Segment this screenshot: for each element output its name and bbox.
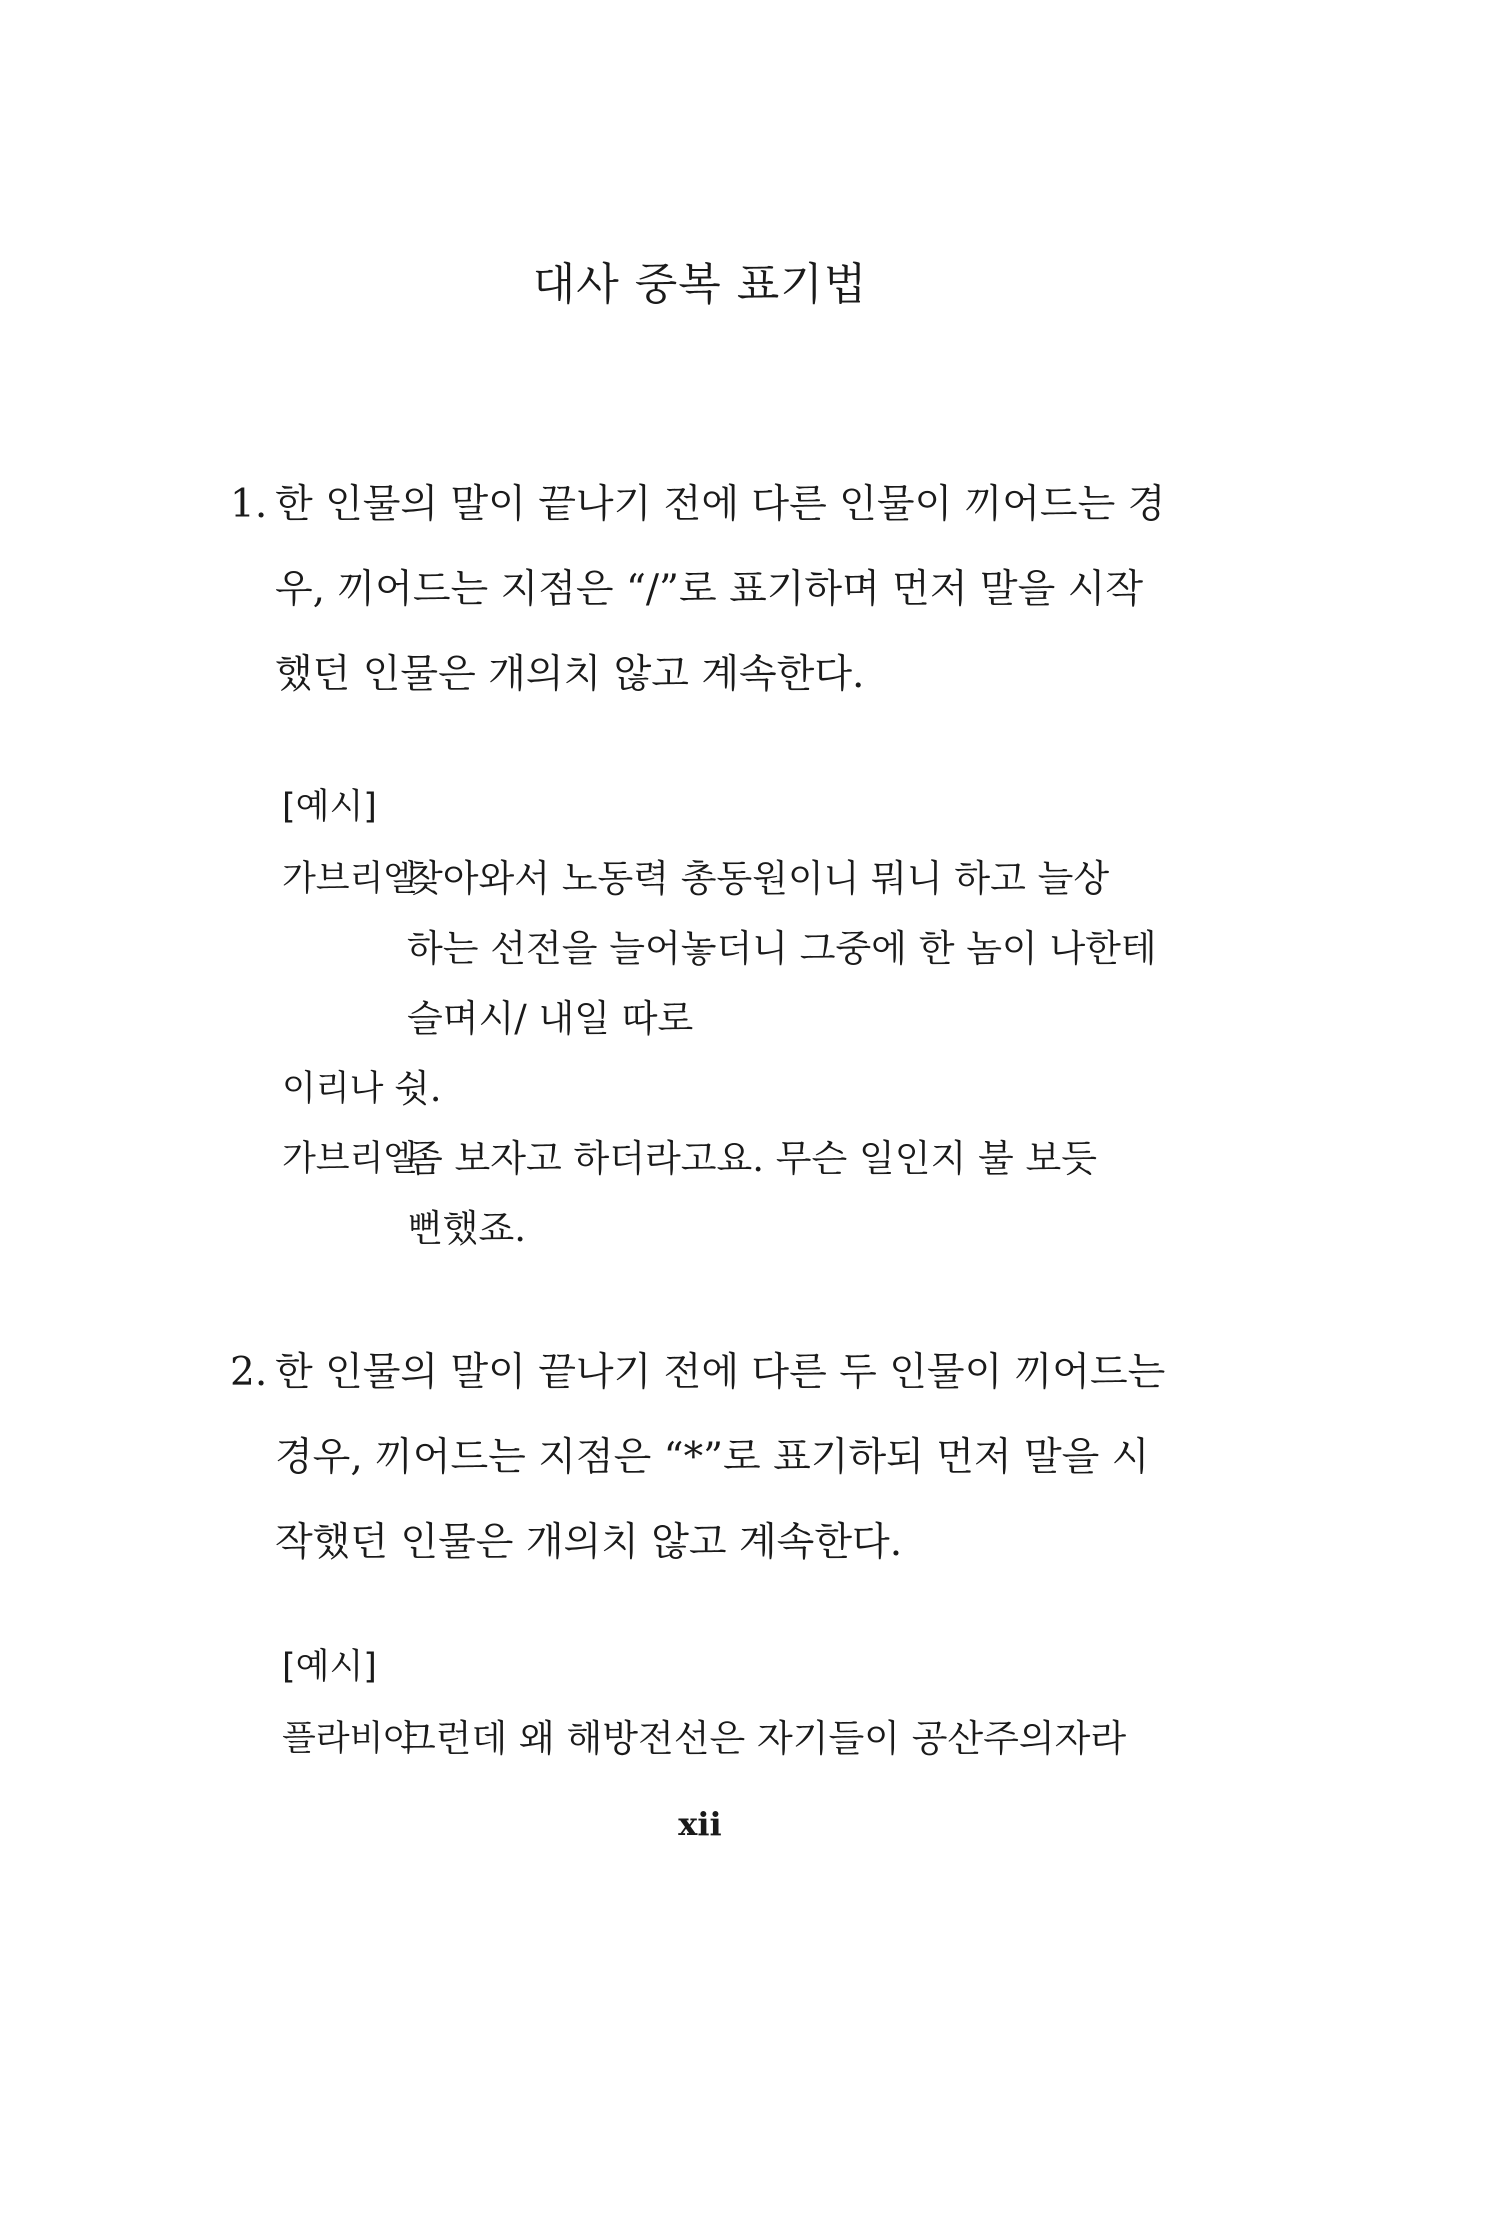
dialogue-entry — [282, 1054, 1182, 1124]
rule-text: 한 인물의 말이 끝나기 전에 다른 인물이 끼어드는 경우, 끼어드는 지점은 “/”로 표기하며 먼저 말을 시작했던 인물은 개의치 않고 계속한다. — [275, 482, 1166, 697]
rule-number: 1. — [230, 482, 268, 527]
dialogue-entry — [282, 844, 1182, 1054]
rule-number: 2. — [230, 1350, 268, 1395]
speech-line: 쉿. — [394, 1067, 442, 1110]
speech-line: 그런데 왜 해방전선은 자기들이 공산주의자라 — [400, 1717, 1127, 1760]
example-block-1 — [282, 772, 1182, 1264]
page-number: xii — [678, 1805, 722, 1843]
speech-line: 좀 보자고 하더라고요. 무슨 일인지 불 보듯 — [407, 1137, 1097, 1180]
example-label: [예시] — [282, 1647, 377, 1687]
speech-line: 뻔했죠. — [407, 1207, 526, 1250]
speaker-name: 가브리엘 — [282, 859, 418, 899]
speaker-name: 플라비아 — [282, 1719, 418, 1759]
speech-line: 슬며시/ 내일 따로 — [407, 997, 694, 1040]
dialogue-entry — [282, 1704, 1182, 1774]
rule-text: 한 인물의 말이 끝나기 전에 다른 두 인물이 끼어드는 경우, 끼어드는 지점은 “*”로 표기하되 먼저 말을 시작했던 인물은 개의치 않고 계속한다. — [275, 1350, 1166, 1565]
speaker-name: 이리나 — [282, 1069, 384, 1109]
speech-line: 하는 선전을 늘어놓더니 그중에 한 놈이 나한테 — [407, 927, 1157, 970]
dialogue-entry — [282, 1124, 1182, 1264]
speaker-name: 가브리엘 — [282, 1139, 418, 1179]
speech-line: 찾아와서 노동력 총동원이니 뭐니 하고 늘상 — [407, 857, 1110, 900]
rule-2 — [230, 1330, 1180, 1585]
page-title: 대사 중복 표기법 — [532, 259, 868, 310]
example-label: [예시] — [282, 787, 377, 827]
rule-1 — [230, 462, 1180, 717]
example-block-2 — [282, 1632, 1182, 1774]
